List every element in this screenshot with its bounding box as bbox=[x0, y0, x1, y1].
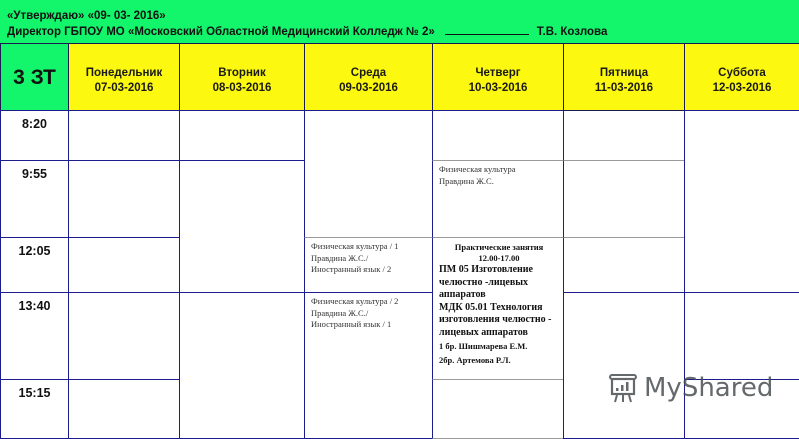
cell-tue-2 bbox=[179, 160, 305, 293]
cell-wed-1 bbox=[304, 110, 433, 238]
director-line bbox=[7, 24, 799, 40]
day-date: 07-03-2016 bbox=[94, 82, 154, 94]
lesson-wed-1205 bbox=[304, 237, 433, 293]
lesson-subject-alt: Иностранный язык / 2 bbox=[311, 264, 392, 274]
day-date: 12-03-2016 bbox=[712, 82, 772, 94]
cell-thu-1 bbox=[432, 110, 564, 161]
director-name: Т.В. Козлова bbox=[536, 26, 608, 38]
cell-sat-1 bbox=[684, 110, 799, 293]
watermark bbox=[606, 372, 773, 404]
time-slot-3: 12:05 bbox=[0, 237, 69, 293]
day-header-friday bbox=[563, 43, 685, 111]
cell-mon-2 bbox=[68, 160, 180, 238]
practice-group-1: 1 бр. Шишмарева Е.М. bbox=[439, 341, 528, 351]
group-label: 3 ЗТ bbox=[0, 43, 69, 111]
cell-mon-4 bbox=[68, 292, 180, 380]
watermark-text: MyShared bbox=[644, 373, 774, 403]
practice-title: Практические занятия bbox=[454, 242, 544, 252]
approval-line: «Утверждаю» «09- 03- 2016» bbox=[7, 10, 166, 22]
day-name: Суббота bbox=[718, 67, 766, 79]
director-title: Директор ГБПОУ МО «Московский Областной Медицинский Колледж № 2» bbox=[7, 26, 435, 38]
day-date: 11-03-2016 bbox=[594, 82, 654, 94]
lesson-subject-alt: Иностранный язык / 1 bbox=[311, 319, 392, 329]
day-header-monday bbox=[68, 43, 180, 111]
cell-fri-1 bbox=[563, 110, 685, 161]
practice-course: МДК 05.01 Технология изготовления челюстно - лицевых аппаратов bbox=[439, 301, 552, 338]
cell-mon-1 bbox=[68, 110, 180, 161]
day-date: 08-03-2016 bbox=[212, 82, 272, 94]
day-header-saturday bbox=[684, 43, 799, 111]
day-header-tuesday bbox=[179, 43, 305, 111]
signature-line bbox=[445, 25, 529, 35]
lesson-teacher: Правдина Ж.С./ bbox=[311, 307, 369, 318]
day-name: Пятница bbox=[599, 67, 649, 79]
cell-tue-1 bbox=[179, 110, 305, 161]
lesson-subject: Физическая культура / 1 bbox=[311, 241, 399, 251]
practice-module: ПМ 05 Изготовление челюстно -лицевых аппаратов bbox=[439, 264, 533, 300]
cell-fri-4 bbox=[563, 292, 685, 439]
approval-banner bbox=[0, 0, 799, 44]
lesson-wed-1340 bbox=[304, 292, 433, 439]
lesson-thu-practice bbox=[432, 237, 564, 380]
lesson-subject: Физическая культура / 2 bbox=[311, 296, 399, 306]
cell-tue-3 bbox=[179, 292, 305, 439]
time-slot-5: 15:15 bbox=[0, 379, 69, 439]
day-header-thursday bbox=[432, 43, 564, 111]
cell-fri-2 bbox=[563, 160, 685, 238]
cell-mon-5 bbox=[68, 379, 180, 439]
day-name: Четверг bbox=[475, 67, 521, 79]
day-header-wednesday bbox=[304, 43, 433, 111]
cell-mon-3 bbox=[68, 237, 180, 293]
cell-thu-5 bbox=[432, 379, 564, 439]
time-slot-2: 9:55 bbox=[0, 160, 69, 238]
day-name: Вторник bbox=[218, 67, 266, 79]
cell-fri-3 bbox=[563, 237, 685, 293]
practice-hours: 12.00-17.00 bbox=[478, 253, 520, 263]
day-name: Понедельник bbox=[85, 67, 163, 79]
lesson-thu-955 bbox=[432, 160, 564, 238]
lesson-teacher: Правдина Ж.С./ bbox=[311, 252, 369, 263]
day-date: 09-03-2016 bbox=[339, 82, 398, 94]
time-slot-1: 8:20 bbox=[0, 110, 69, 161]
time-slot-4: 13:40 bbox=[0, 292, 69, 380]
cell-sat-2 bbox=[684, 292, 799, 380]
lesson-teacher: Правдина Ж.С. bbox=[439, 175, 494, 186]
day-date: 10-03-2016 bbox=[468, 82, 528, 94]
day-name: Среда bbox=[350, 67, 387, 79]
presentation-board-icon bbox=[606, 372, 640, 404]
practice-group-2: 2бр. Артемова Р.Л. bbox=[439, 355, 511, 365]
lesson-subject: Физическая культура bbox=[439, 164, 516, 174]
